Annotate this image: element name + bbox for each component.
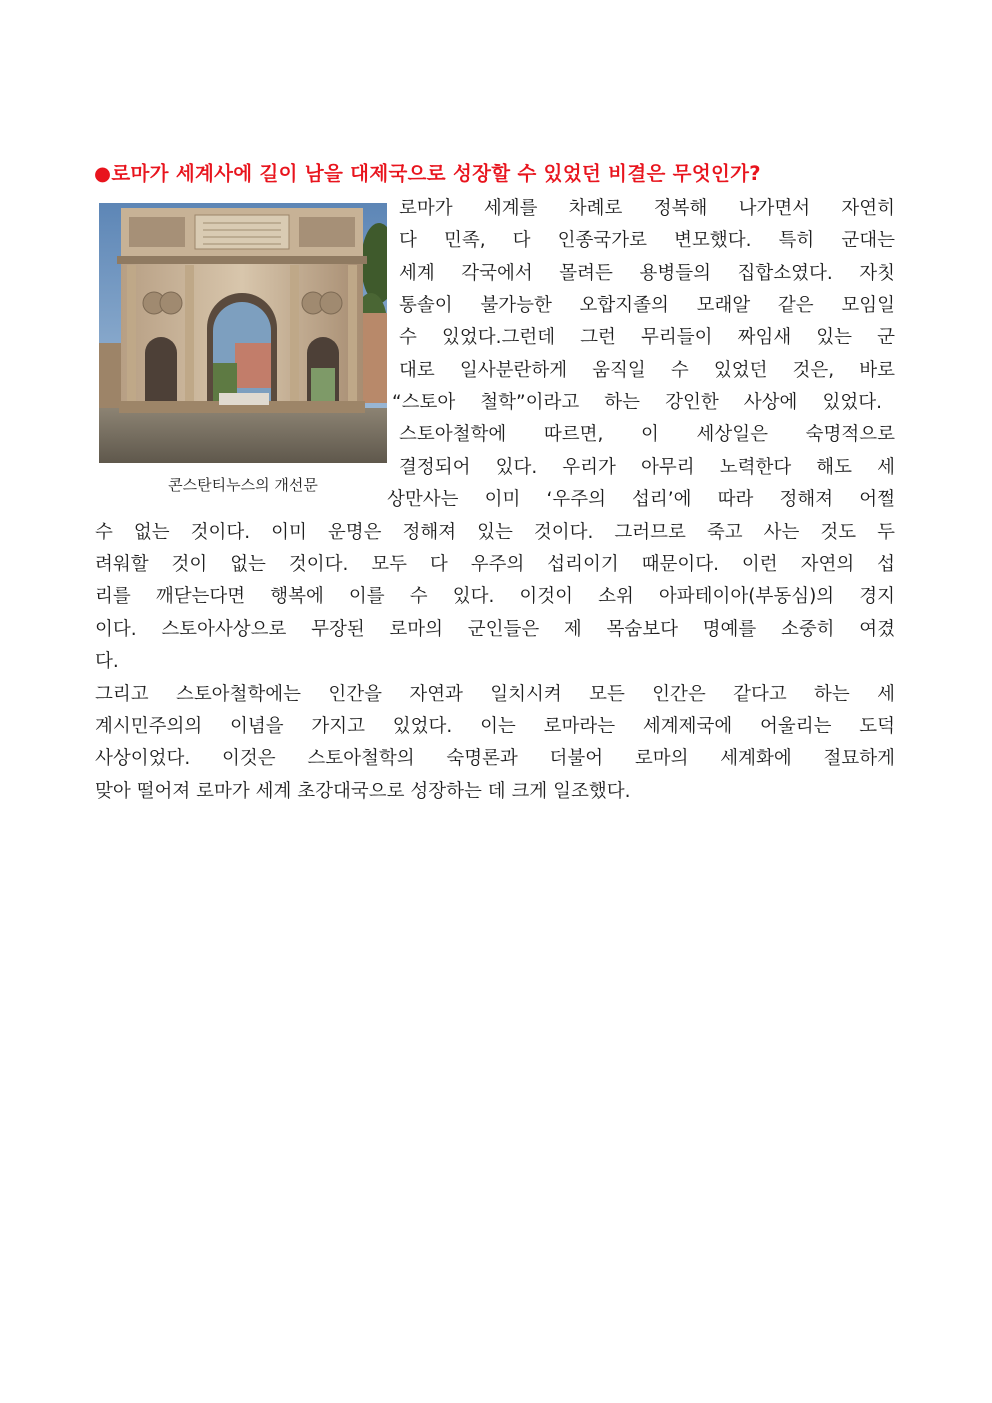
body-line: 대로 일사분란하게 움직일 수 있었던 것은, 바로 [399, 360, 895, 381]
body-line: 상만사는 이미 ‘우주의 섭리’에 따라 정해져 어쩔 [387, 489, 895, 510]
body-line: 그리고 스토아철학에는 인간을 자연과 일치시켜 모든 인간은 같다고 하는 세 [95, 684, 895, 705]
section-heading: ●로마가 세계사에 길이 남을 대제국으로 성장할 수 있었던 비결은 무엇인가? [94, 162, 761, 185]
figure-caption: 콘스탄티누스의 개선문 [168, 476, 318, 494]
body-line: 이다. 스토아사상으로 무장된 로마의 군인들은 제 목숨보다 명예를 소중히 여겼 [95, 619, 895, 640]
body-line: 로마가 세계를 차례로 정복해 나가면서 자연히 [399, 198, 895, 219]
body-line: 다. [95, 651, 119, 672]
arch-photo [99, 203, 387, 463]
body-line: 사상이었다. 이것은 스토아철학의 숙명론과 더불어 로마의 세계화에 절묘하게 [95, 748, 895, 769]
body-line: 세계 각국에서 몰려든 용병들의 집합소였다. 자칫 [399, 263, 895, 284]
body-line: 수 있었다.그런데 그런 무리들이 짜임새 있는 군 [399, 327, 895, 348]
body-line: 려워할 것이 없는 것이다. 모두 다 우주의 섭리이기 때문이다. 이런 자연의 섭 [95, 554, 895, 575]
body-line: 계시민주의의 이념을 가지고 있었다. 이는 로마라는 세계제국에 어울리는 도덕 [95, 716, 895, 737]
body-line: 다 민족, 다 인종국가로 변모했다. 특히 군대는 [399, 230, 895, 251]
body-line: 맞아 떨어져 로마가 세계 초강대국으로 성장하는 데 크게 일조했다. [95, 781, 631, 802]
body-line: 수 없는 것이다. 이미 운명은 정해져 있는 것이다. 그러므로 죽고 사는 것도 두 [95, 522, 895, 543]
arch-of-constantine-image [99, 203, 387, 463]
body-line: 스토아철학에 따르면, 이 세상일은 숙명적으로 [399, 424, 895, 445]
body-line: “스토아 철학”이라고 하는 강인한 사상에 있었다. [392, 392, 882, 413]
body-line: 통솔이 불가능한 오합지졸의 모래알 같은 모임일 [399, 295, 895, 316]
body-line: 리를 깨닫는다면 행복에 이를 수 있다. 이것이 소위 아파테이아(부동심)의 경지 [95, 586, 895, 607]
body-line: 결정되어 있다. 우리가 아무리 노력한다 해도 세 [399, 457, 895, 478]
